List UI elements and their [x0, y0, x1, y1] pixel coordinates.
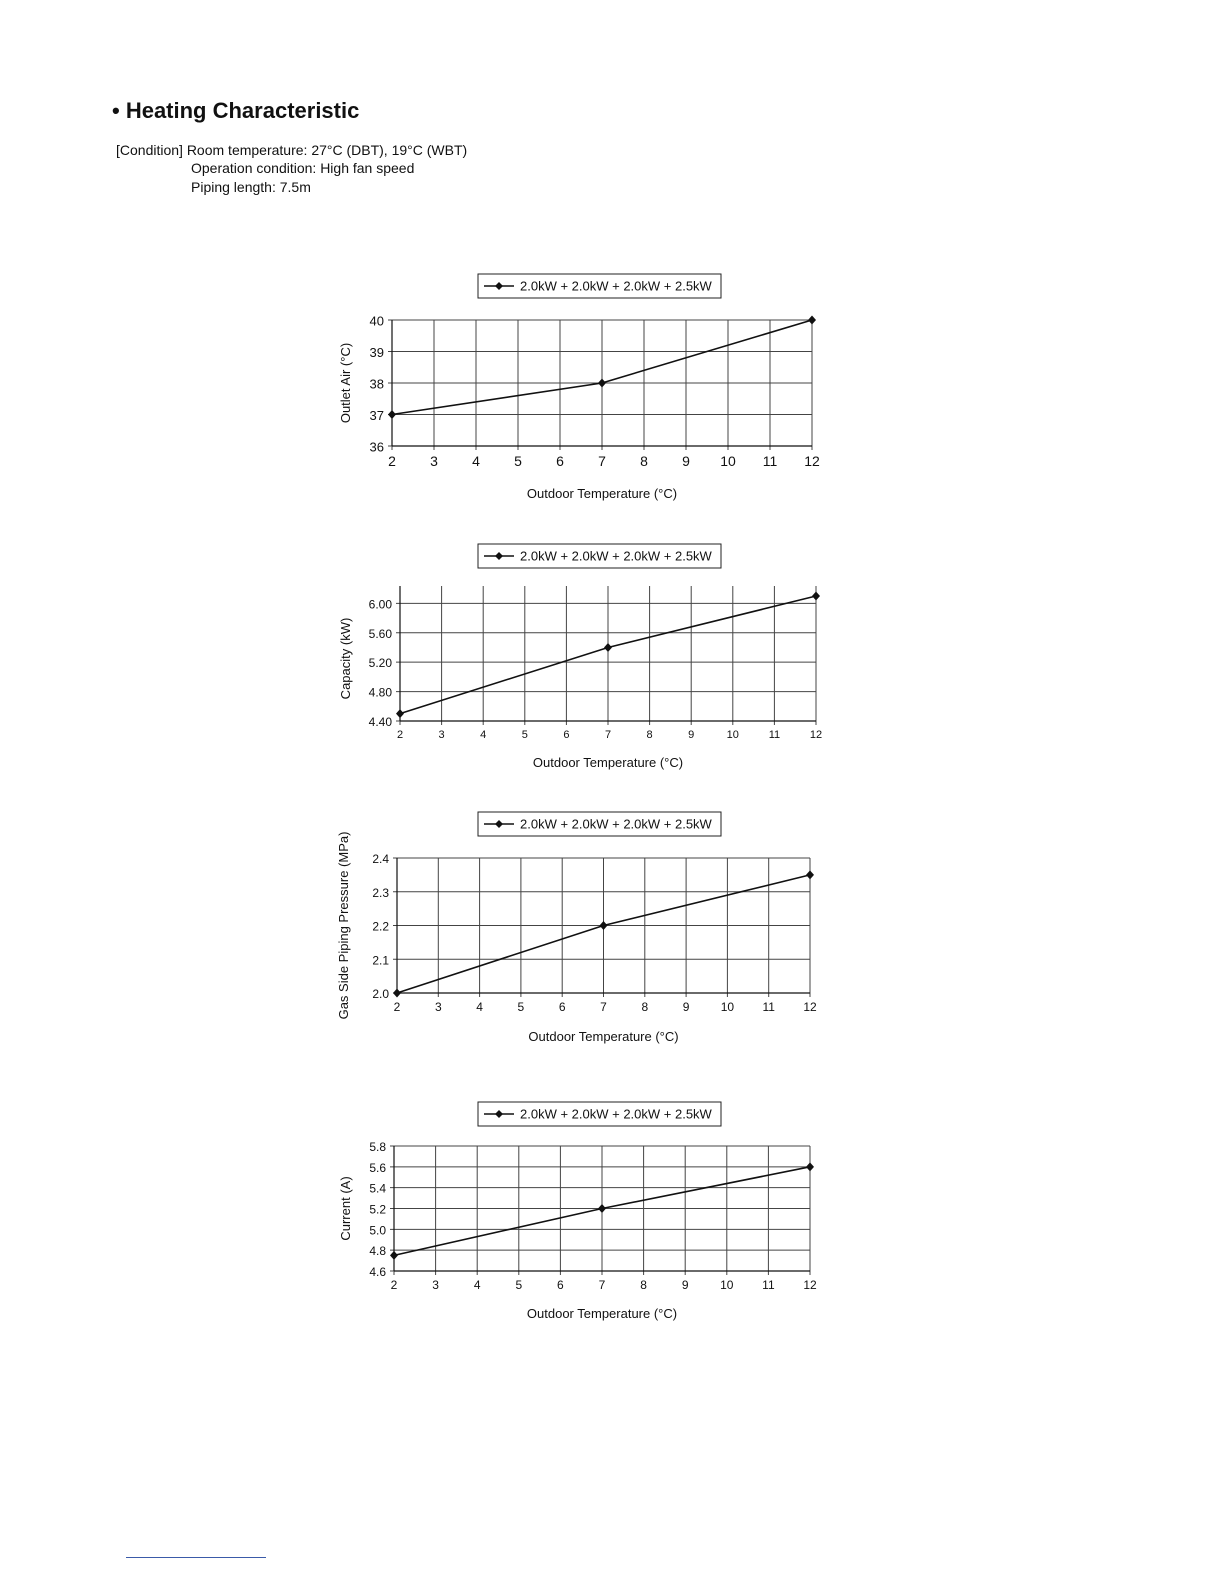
data-point — [600, 921, 608, 930]
data-point — [806, 870, 814, 879]
y-axis-label: Current (A) — [338, 1176, 353, 1241]
x-tick-label: 3 — [434, 1000, 442, 1014]
x-tick-label: 8 — [640, 1278, 647, 1292]
data-point — [390, 1251, 398, 1260]
x-tick-label: 2 — [390, 1278, 398, 1292]
y-tick-label: 5.6 — [369, 1160, 386, 1175]
x-tick-label: 7 — [598, 453, 606, 469]
x-tick-label: 6 — [557, 1278, 564, 1292]
x-tick-label: 9 — [681, 1278, 689, 1292]
x-tick-label: 3 — [430, 453, 438, 469]
y-tick-label: 2.3 — [372, 885, 389, 900]
legend-label: 2.0kW + 2.0kW + 2.0kW + 2.5kW — [520, 1106, 712, 1122]
x-tick-label: 2 — [393, 1000, 401, 1014]
data-point — [812, 592, 820, 601]
x-tick-label: 4 — [480, 729, 487, 741]
y-axis-label: Outlet Air (°C) — [338, 342, 353, 424]
x-tick-label: 11 — [768, 729, 781, 741]
legend-label: 2.0kW + 2.0kW + 2.0kW + 2.5kW — [520, 278, 712, 294]
x-tick-label: 4 — [476, 1000, 483, 1014]
x-tick-label: 10 — [720, 1278, 734, 1292]
footer-rule — [126, 1557, 266, 1558]
x-axis-label: Outdoor Temperature (°C) — [532, 755, 684, 770]
data-point — [598, 379, 606, 388]
x-tick-label: 8 — [640, 453, 648, 469]
data-point — [604, 643, 612, 652]
y-axis-label: Capacity (kW) — [338, 617, 353, 700]
x-tick-label: 7 — [598, 1278, 606, 1292]
x-axis-label: Outdoor Temperature (°C) — [528, 1029, 679, 1044]
condition-line-2: Operation condition: High fan speed — [191, 160, 415, 176]
current-chart — [330, 1096, 830, 1326]
x-tick-label: 12 — [803, 1278, 817, 1292]
y-tick-label: 5.60 — [368, 626, 392, 641]
x-axis-label: Outdoor Temperature (°C) — [526, 486, 678, 501]
x-tick-label: 9 — [682, 453, 690, 469]
y-tick-label: 40 — [369, 313, 384, 329]
y-tick-label: 6.00 — [368, 597, 392, 612]
x-axis-label: Outdoor Temperature (°C) — [526, 1306, 678, 1321]
x-tick-label: 3 — [432, 1278, 439, 1292]
x-tick-label: 2 — [388, 453, 396, 469]
y-tick-label: 5.0 — [369, 1223, 386, 1238]
x-tick-label: 12 — [809, 729, 823, 741]
x-tick-label: 11 — [762, 453, 778, 469]
x-tick-label: 7 — [600, 1000, 607, 1014]
data-point — [808, 316, 816, 325]
x-tick-label: 11 — [762, 1000, 775, 1014]
y-tick-label: 5.2 — [369, 1202, 386, 1217]
x-tick-label: 6 — [563, 729, 570, 741]
x-tick-label: 5 — [515, 1278, 523, 1292]
x-tick-label: 12 — [804, 453, 820, 469]
legend-label: 2.0kW + 2.0kW + 2.0kW + 2.5kW — [520, 548, 712, 564]
x-tick-label: 12 — [803, 1000, 817, 1014]
data-point — [393, 989, 401, 998]
y-tick-label: 4.40 — [368, 715, 392, 729]
y-axis-label: Gas Side Piping Pressure (MPa) — [336, 831, 351, 1020]
y-tick-label: 39 — [369, 345, 384, 360]
y-tick-label: 4.80 — [368, 685, 392, 700]
page-title: • Heating Characteristic — [112, 98, 360, 123]
x-tick-label: 8 — [646, 729, 653, 741]
data-point — [396, 709, 404, 718]
outlet-air-chart — [330, 268, 830, 508]
y-tick-label: 36 — [369, 439, 384, 455]
x-tick-label: 8 — [641, 1000, 649, 1014]
x-tick-label: 4 — [473, 1278, 481, 1292]
data-point — [806, 1162, 814, 1171]
y-tick-label: 4.8 — [369, 1244, 386, 1259]
legend-label: 2.0kW + 2.0kW + 2.0kW + 2.5kW — [520, 816, 712, 832]
y-tick-label: 2.1 — [372, 953, 389, 968]
y-tick-label: 2.0 — [372, 987, 389, 1001]
x-tick-label: 6 — [556, 453, 564, 469]
y-tick-label: 2.4 — [372, 852, 389, 866]
y-tick-label: 5.4 — [369, 1181, 386, 1196]
pressure-chart — [330, 806, 830, 1046]
x-tick-label: 3 — [438, 729, 445, 741]
capacity-chart — [330, 538, 830, 778]
condition-line-1: [Condition] Room temperature: 27°C (DBT), 19°C (WBT) — [116, 142, 468, 158]
y-tick-label: 2.2 — [372, 919, 389, 934]
x-tick-label: 2 — [396, 729, 404, 741]
x-tick-label: 6 — [558, 1000, 566, 1014]
x-tick-label: 5 — [517, 1000, 525, 1014]
y-tick-label: 5.8 — [369, 1140, 386, 1154]
y-tick-label: 38 — [369, 376, 384, 392]
x-tick-label: 9 — [688, 729, 695, 741]
x-tick-label: 10 — [720, 1000, 735, 1014]
x-tick-label: 11 — [762, 1278, 775, 1292]
y-tick-label: 5.20 — [368, 656, 392, 671]
x-tick-label: 4 — [472, 453, 480, 469]
y-tick-label: 4.6 — [369, 1265, 386, 1279]
x-tick-label: 9 — [682, 1000, 690, 1014]
x-tick-label: 10 — [720, 453, 736, 469]
data-point — [598, 1204, 606, 1213]
x-tick-label: 5 — [521, 729, 528, 741]
y-tick-label: 37 — [369, 408, 384, 423]
data-point — [388, 410, 396, 419]
x-tick-label: 5 — [514, 453, 522, 469]
x-tick-label: 10 — [726, 729, 739, 741]
x-tick-label: 7 — [604, 729, 612, 741]
condition-line-3: Piping length: 7.5m — [191, 179, 311, 195]
